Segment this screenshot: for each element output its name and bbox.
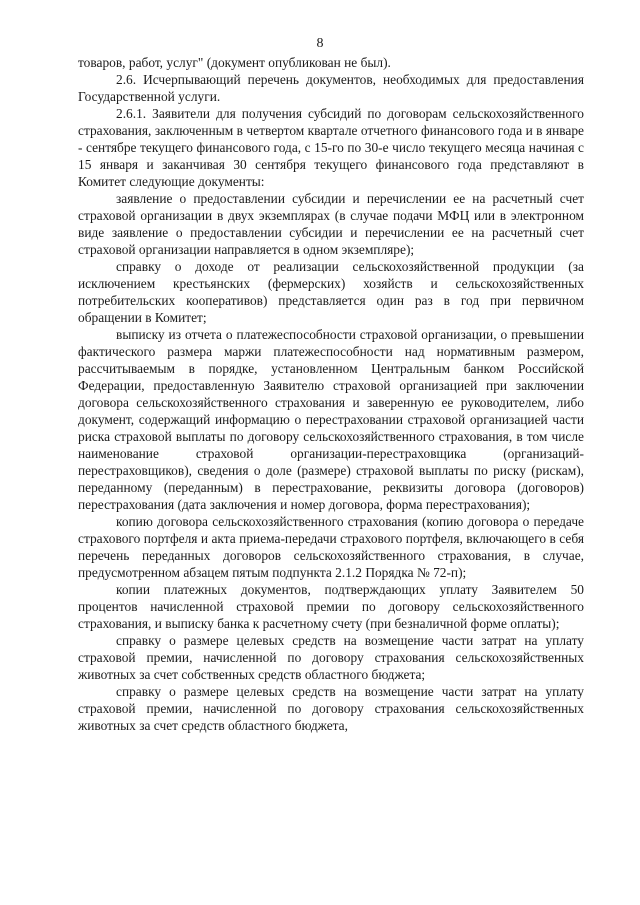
page-number: 8	[316, 36, 324, 51]
paragraph-section-2-6-1: 2.6.1. Заявители для получения субсидий по договорам сельскохозяйственного страхования, заключенным в четвертом квартале отчетного финансового года и в январе - сентябре текущего финансового года, с 15-го по 30-е число текущего месяца начиная с 15 января и заканчивая 30 сентября текущего финансового года представляют в Комитет следующие документы:	[78, 106, 584, 189]
paragraph-section-2-6: 2.6. Исчерпывающий перечень документов, необходимых для предоставления Государственной услуги.	[78, 72, 584, 104]
paragraph-contract-copy: копию договора сельскохозяйственного страхования (копию договора о передаче страхового портфеля и акта приема-передачи страхового портфеля, включающего в себя перечень переданных договоров сельскохозяйственного страхования, в случае, предусмотренном абзацем пятым подпункта 2.1.2 Порядка № 72-п);	[78, 514, 584, 580]
paragraph-continuation: товаров, работ, услуг" (документ опубликован не был).	[78, 55, 391, 70]
paragraph-income-certificate: справку о доходе от реализации сельскохозяйственной продукции (за исключением крестьянских (фермерских) хозяйств и сельскохозяйственных потребительских кооперативов) представляется один раз в год при первичном обращении в Комитет;	[78, 259, 584, 325]
paragraph-payment-documents: копии платежных документов, подтверждающих уплату Заявителем 50 процентов начисленной страховой премии по договору сельскохозяйственного страхования, и выписку банка к расчетному счету (при безналичной форме оплаты);	[78, 582, 584, 631]
paragraph-solvency-extract: выписку из отчета о платежеспособности страховой организации, о превышении фактического размера маржи платежеспособности над нормативным размером, рассчитываемым в порядке, установленном Центральным банком Российской Федерации, предоставленную Заявителю страховой организацией при заключении договора сельскохозяйственного страхования и заверенную ее руководителем, либо документ, содержащий информацию о перестраховании страховой организацией части риска страховой выплаты по договору сельскохозяйственного страхования, в том числе наименование страховой организации-перестраховщика (организаций-перестраховщиков), сведения о доле (размере) страховой выплаты по риску (рискам), переданному (переданным) в перестрахование, реквизиты договора (договоров) перестрахования (дата заключения и номер договора, форма перестрахования);	[78, 327, 584, 512]
paragraph-application: заявление о предоставлении субсидии и перечислении ее на расчетный счет страховой организации в двух экземплярах (в случае подачи МФЦ или в электронном виде заявление о предоставлении субсидии и перечислении ее на расчетный счет страховой организации направляется в одном экземпляре);	[78, 191, 584, 257]
paragraph-own-funds-certificate: справку о размере целевых средств на возмещение части затрат на уплату страховой премии, начисленной по договору страхования сельскохозяйственных животных за счет собственных средств областного бюджета;	[78, 633, 584, 682]
document-body	[78, 54, 584, 734]
paragraph-regional-funds-certificate: справку о размере целевых средств на возмещение части затрат на уплату страховой премии, начисленной по договору страхования сельскохозяйственных животных за счет средств областного бюджета,	[78, 684, 584, 733]
